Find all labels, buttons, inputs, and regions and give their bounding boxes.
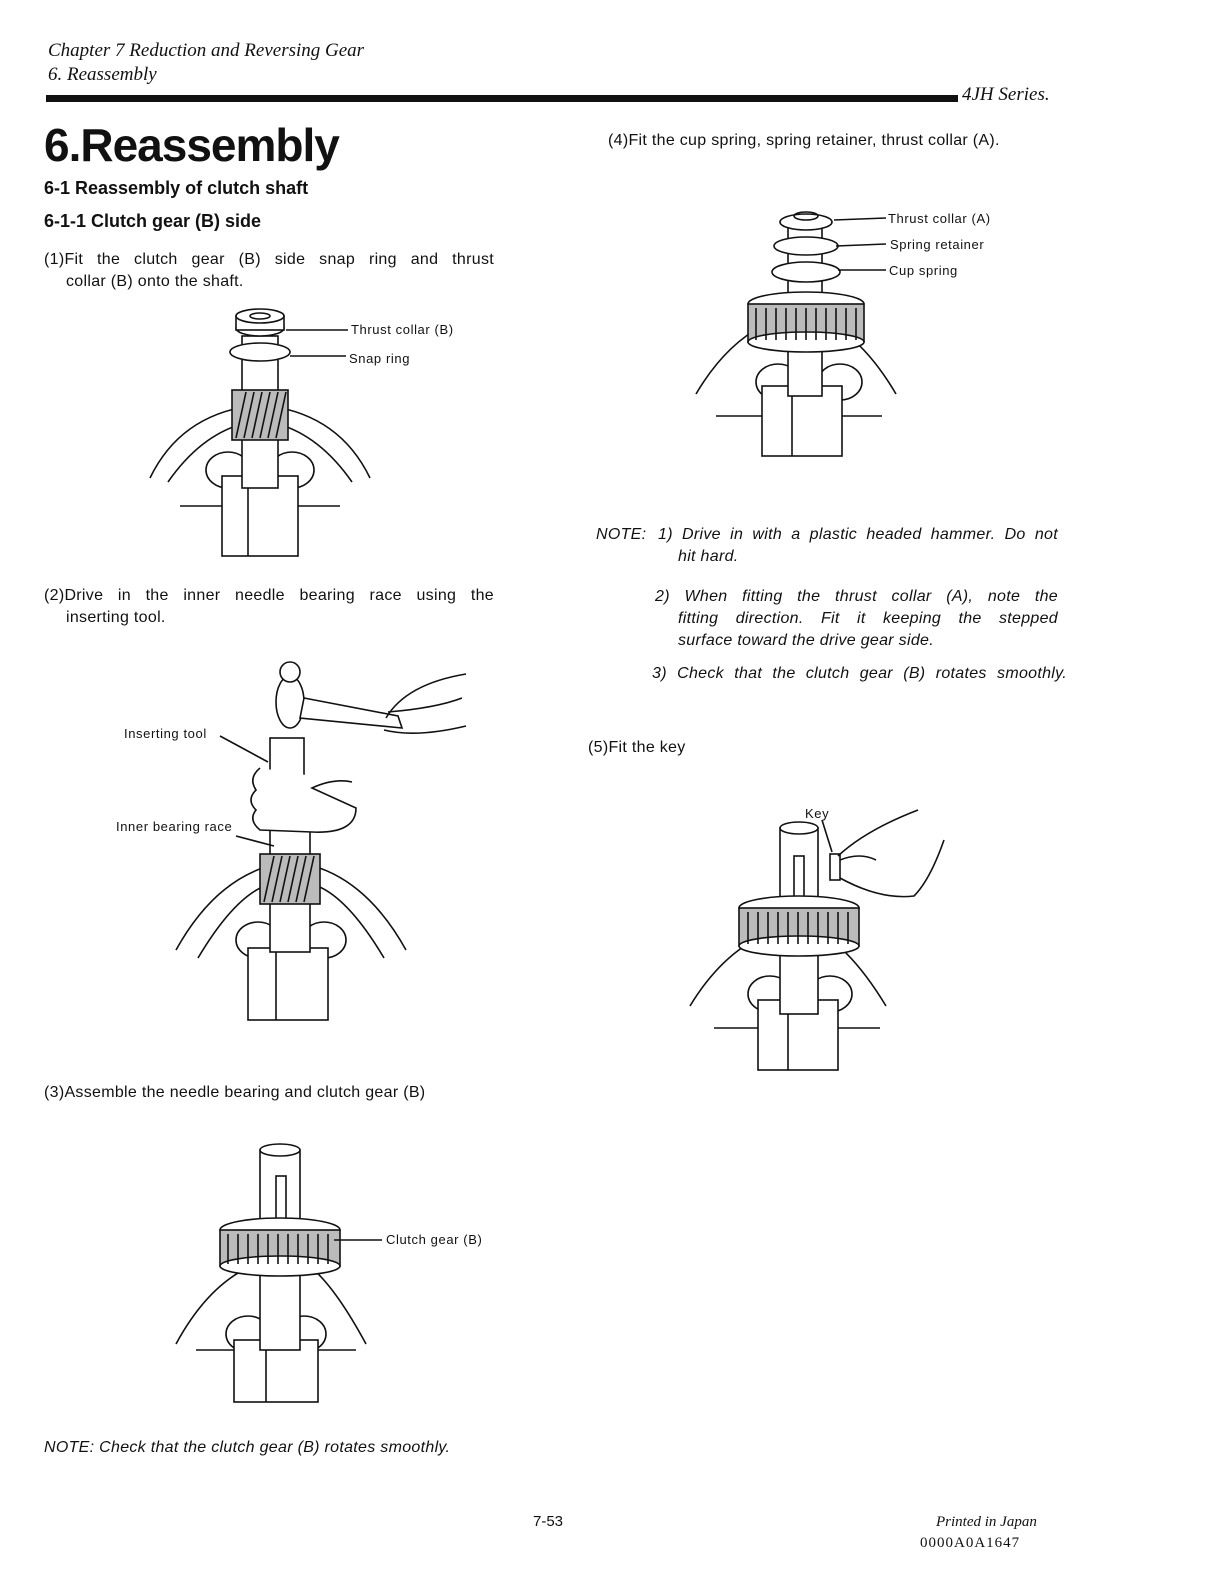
- figure-snap-ring-thrust-collar: [150, 306, 370, 566]
- page-title: 6.Reassembly: [44, 119, 339, 171]
- step-1-line-2: collar (B) onto the shaft.: [66, 273, 244, 290]
- callout-snap-ring: Snap ring: [349, 351, 411, 366]
- chapter-header: Chapter 7 Reduction and Reversing Gear: [48, 40, 365, 61]
- step-2-line-1: (2)Drive in the inner needle bearing race using the: [44, 587, 494, 604]
- subsubsection-heading: 6-1-1 Clutch gear (B) side: [44, 211, 262, 231]
- callout-thrust-collar-b: Thrust collar (B): [351, 322, 454, 337]
- printed-in-label: Printed in Japan: [936, 1514, 1037, 1530]
- figure-inserting-tool: [176, 658, 476, 1028]
- note-right-label: NOTE:: [596, 526, 647, 543]
- figure-cup-spring-retainer-collar: [696, 206, 896, 462]
- note-right-2-line-1: 2) When fitting the thrust collar (A), note the: [655, 588, 1058, 605]
- step-3: (3)Assemble the needle bearing and clutch gear (B): [44, 1084, 426, 1101]
- page-number: 7-53: [533, 1513, 564, 1530]
- note-right-3: 3) Check that the clutch gear (B) rotates smoothly.: [652, 665, 1067, 682]
- document-code: 0000A0A1647: [920, 1535, 1021, 1551]
- subsection-heading: 6-1 Reassembly of clutch shaft: [44, 178, 309, 198]
- header-rule: [46, 95, 958, 102]
- callout-thrust-collar-a: Thrust collar (A): [888, 211, 991, 226]
- callout-spring-retainer: Spring retainer: [890, 237, 985, 252]
- note-left: NOTE: Check that the clutch gear (B) rotates smoothly.: [44, 1439, 451, 1456]
- note-right-2-line-2: fitting direction. Fit it keeping the stepped: [678, 610, 1058, 627]
- figure-clutch-gear-b: [176, 1140, 476, 1408]
- callout-key: Key: [805, 806, 830, 821]
- callout-inserting-tool: Inserting tool: [124, 726, 207, 741]
- step-5: (5)Fit the key: [588, 739, 686, 756]
- step-2-line-2: inserting tool.: [66, 609, 166, 626]
- step-4: (4)Fit the cup spring, spring retainer, thrust collar (A).: [608, 132, 1000, 149]
- figure-fit-key: [690, 800, 960, 1076]
- callout-clutch-gear-b: Clutch gear (B): [386, 1232, 483, 1247]
- callout-cup-spring: Cup spring: [889, 263, 958, 278]
- series-label: 4JH Series.: [962, 84, 1050, 105]
- note-right-2-line-3: surface toward the drive gear side.: [678, 632, 934, 649]
- section-header: 6. Reassembly: [48, 64, 157, 85]
- callout-inner-bearing-race: Inner bearing race: [116, 819, 233, 834]
- note-right-1-line-1: 1) Drive in with a plastic headed hammer. Do not: [658, 526, 1058, 543]
- step-1-line-1: (1)Fit the clutch gear (B) side snap ring and thrust: [44, 251, 494, 268]
- note-right-1-line-2: hit hard.: [678, 548, 739, 565]
